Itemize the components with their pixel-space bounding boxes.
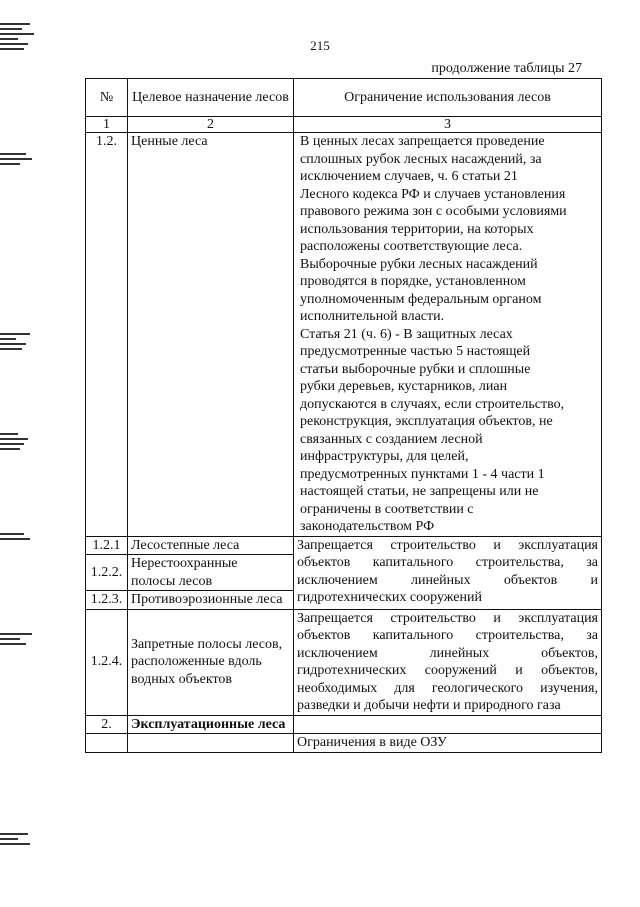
row-restriction [294,609,602,715]
row-purpose [128,555,294,591]
row-restriction-merged [294,536,602,609]
text-line: расположенные вдоль [131,654,262,670]
row-number: 1.2.3. [86,591,128,610]
text-line: предусмотренных пунктами 1 - 4 части 1 [300,466,545,482]
row-purpose [128,734,294,753]
row-number: 1.2.1 [86,536,128,555]
text-line: Запретные полосы лесов, [131,636,283,652]
text-line: правового режима зон с особыми условиями [300,204,567,219]
table-row [86,133,602,537]
table-continuation-label: продолжение таблицы 27 [431,61,582,76]
text-line: настоящей статьи, не запрещены или не [300,484,539,499]
text-line: предусмотренные частью 5 настоящей [300,344,531,359]
text-line: объектов капитального строительства, за [297,555,598,570]
header-row [86,79,602,117]
index-cell: 2 [128,117,294,133]
row-number: 1.2.4. [86,609,128,715]
page-number: 215 [310,38,330,53]
text-line: исполнительной власти. [300,309,445,324]
text-line: использования территории, на которых [300,221,534,237]
text-line: гидротехнических сооружений и объектов, [297,663,598,678]
row-purpose: Лесостепные леса [128,536,294,555]
text-line: Статья 21 (ч. 6) - В защитных лесах [300,326,513,342]
row-purpose: Ценные леса [128,133,294,537]
text-line: Запрещается строительство и эксплуатация [297,610,598,626]
scan-noise [0,630,38,648]
text-line: водных объектов [131,671,233,687]
text-line: исключением случаев, ч. 6 статьи 21 [300,169,518,184]
scan-noise [0,330,38,353]
text-line: В ценных лесах запрещается проведение [300,134,545,149]
row-restriction [294,133,602,537]
table-row [86,536,602,555]
text-line: исключением линейных объектов и [297,572,598,588]
text-line: необходимых для геологического изучения, [297,680,598,696]
text-line: разведки и добычи нефти и природного газа [297,698,561,713]
header-purpose: Целевое назначение лесов [128,79,294,117]
text-line: законодательством РФ [300,519,435,534]
index-row [86,117,602,133]
text-line: уполномоченным федеральным органом [300,291,542,307]
text-line: исключением линейных объектов, [297,645,598,661]
text-line: ограничены в соответствии с [300,501,474,517]
text-line: допускаются в случаях, если строительство, [300,396,565,412]
row-purpose: Противоэрозионные леса [128,591,294,610]
table-row [86,734,602,753]
text-line: Выборочные рубки лесных насаждений [300,256,538,272]
text-line: гидротехнических сооружений [297,590,482,605]
row-number: 1.2.2. [86,555,128,591]
scan-noise [0,530,38,543]
row-restriction: Ограничения в виде ОЗУ [294,734,602,753]
text-line: рубки деревьев, кустарников, лиан [300,379,508,394]
text-line: объектов капитального строительства, за [297,628,598,643]
index-cell: 1 [86,117,128,133]
scan-noise [0,830,38,848]
row-restriction [294,715,602,734]
text-line: статьи выборочные рубки и сплошные [300,361,531,377]
header-number: № [86,79,128,117]
text-line: Запрещается строительство и эксплуатация [297,537,598,553]
text-line: полосы лесов [131,573,213,589]
scan-noise [0,150,38,168]
text-line: расположены соответствующие леса. [300,239,523,254]
row-number: 2. [86,715,128,734]
text-line: Лесного кодекса РФ и случаев установления [300,186,566,202]
text-line: сплошных рубок лесных насаждений, за [300,151,542,167]
header-restriction: Ограничение использования лесов [294,79,602,117]
row-number [86,734,128,753]
text-line: инфраструктуры, для целей, [300,449,469,464]
scan-noise [0,430,38,453]
index-cell: 3 [294,117,602,133]
row-purpose: Эксплуатационные леса [128,715,294,734]
forest-restrictions-table [85,78,602,753]
text-line: связанных с созданием лесной [300,431,483,447]
row-number: 1.2. [86,133,128,537]
text-line: Нерестоохранные [131,556,238,571]
row-purpose [128,609,294,715]
table-row [86,715,602,734]
table-row [86,609,602,715]
text-line: реконструкция, эксплуатация объектов, не [300,414,553,429]
text-line: проводятся в порядке, установленном [300,274,526,289]
